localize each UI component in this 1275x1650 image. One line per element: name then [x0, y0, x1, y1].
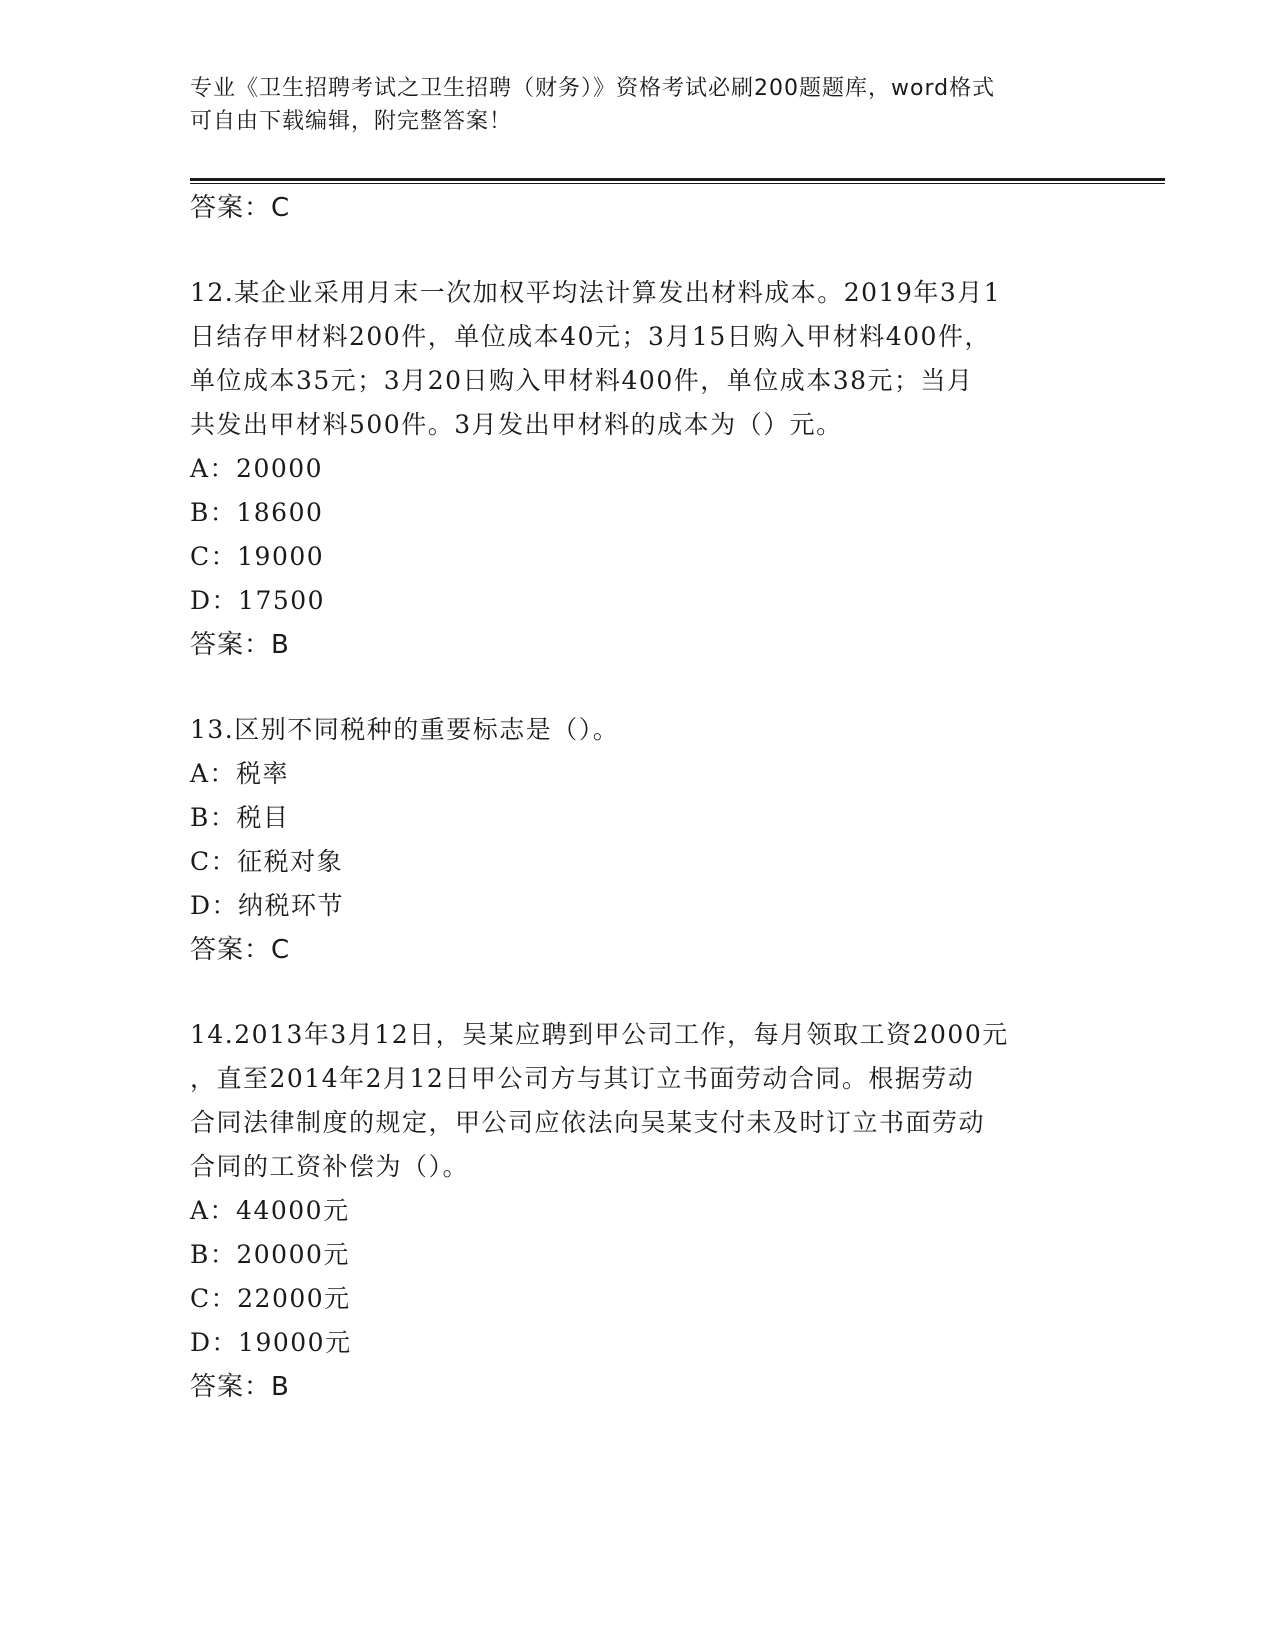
question-14-option-b: B：20000元	[190, 1240, 350, 1269]
header-divider-thin	[190, 183, 1165, 184]
question-13-stem-line-1: 13.区别不同税种的重要标志是（）。	[190, 715, 620, 744]
previous-answer: 答案：C	[190, 193, 291, 223]
question-12-stem-line-1: 12.某企业采用月末一次加权平均法计算发出材料成本。2019年3月1	[190, 278, 1002, 307]
question-14-stem-line-3: 合同法律制度的规定，甲公司应依法向吴某支付未及时订立书面劳动	[190, 1108, 986, 1137]
header-line-1: 专业《卫生招聘考试之卫生招聘（财务）》资格考试必刷200题题库，word格式	[190, 76, 996, 101]
question-14-option-a: A：44000元	[190, 1196, 350, 1225]
question-13-option-d: D：纳税环节	[190, 891, 345, 920]
question-13-answer: 答案：C	[190, 935, 291, 965]
question-13-option-a: A：税率	[190, 759, 290, 788]
header-line-2: 可自由下载编辑，附完整答案！	[190, 109, 513, 134]
question-12-option-b: B：18600	[190, 498, 324, 527]
question-14-answer: 答案：B	[190, 1372, 290, 1402]
question-14-stem-line-2: ，直至2014年2月12日甲公司方与其订立书面劳动合同。根据劳动	[190, 1064, 975, 1093]
question-13-option-b: B：税目	[190, 803, 290, 832]
question-14-stem-line-1: 14.2013年3月12日，吴某应聘到甲公司工作，每月领取工资2000元	[190, 1020, 1009, 1049]
document-header	[190, 72, 1090, 138]
question-12-answer: 答案：B	[190, 630, 290, 660]
question-12-option-c: C：19000	[190, 542, 325, 571]
question-12-stem-line-2: 日结存甲材料200件，单位成本40元；3月15日购入甲材料400件，	[190, 322, 991, 351]
question-13-option-c: C：征税对象	[190, 847, 344, 876]
question-12-stem-line-3: 单位成本35元；3月20日购入甲材料400件，单位成本38元；当月	[190, 366, 974, 395]
header-divider-thick	[190, 178, 1165, 181]
question-12-option-a: A：20000	[190, 454, 324, 483]
question-14-stem-line-4: 合同的工资补偿为（）。	[190, 1152, 470, 1181]
question-12-stem-line-4: 共发出甲材料500件。3月发出甲材料的成本为（）元。	[190, 410, 843, 439]
question-14-option-d: D：19000元	[190, 1328, 352, 1357]
question-12-option-d: D：17500	[190, 586, 326, 615]
question-14-option-c: C：22000元	[190, 1284, 351, 1313]
